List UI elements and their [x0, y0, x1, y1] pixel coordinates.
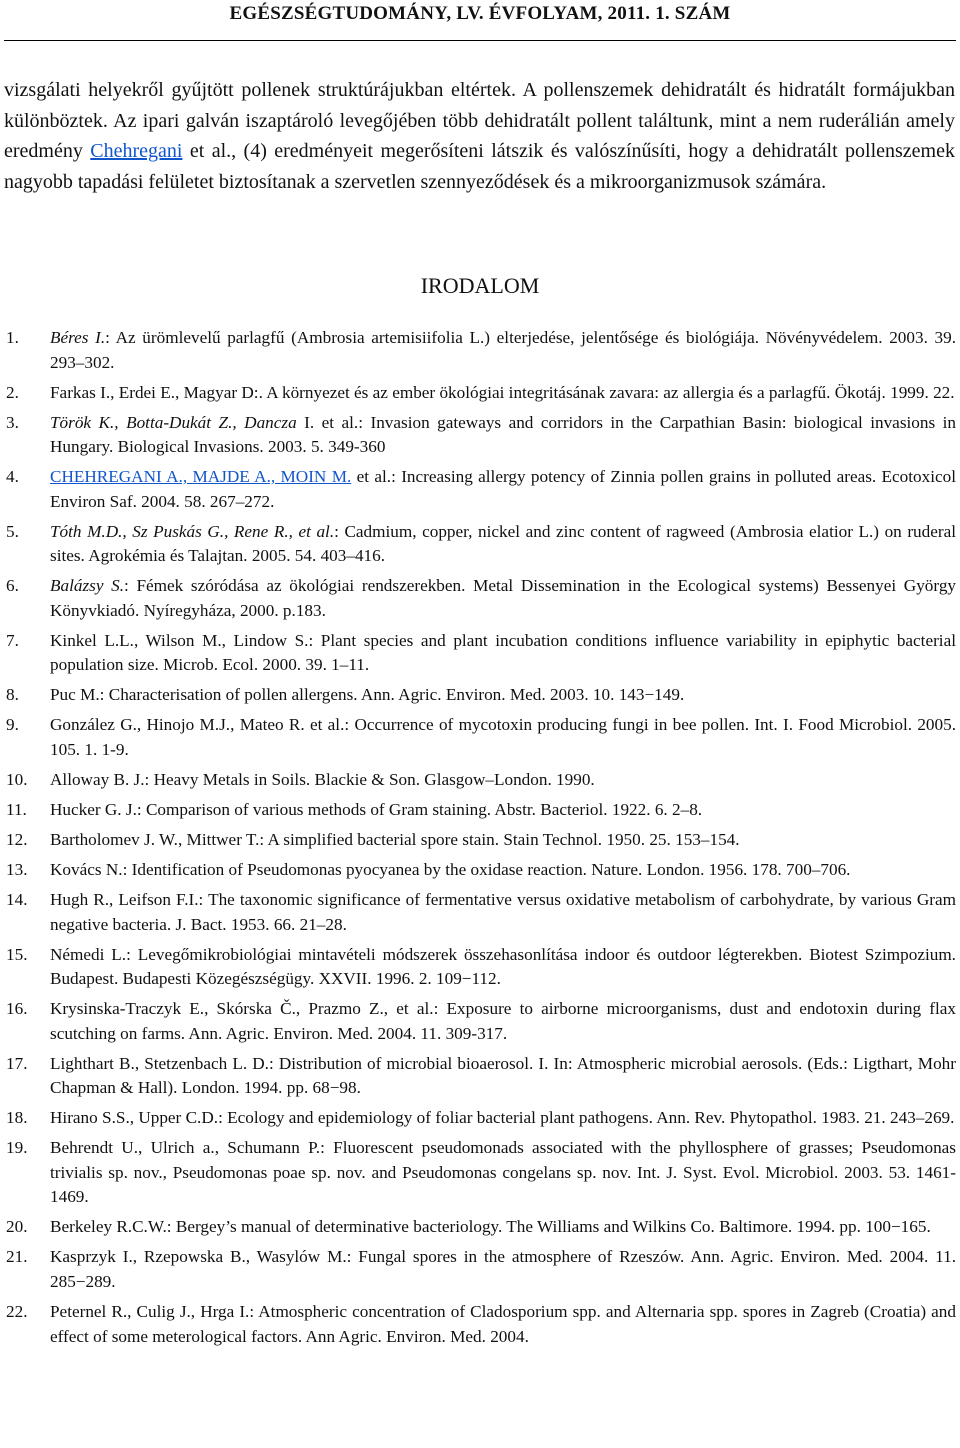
- reference-text: [50, 828, 956, 853]
- reference-citation: : Bergey’s manual of determinative bacteriology. The Williams and Wilkins Co. Baltimore. 1994. pp. 100−165.: [166, 1217, 931, 1237]
- reference-citation: : Atmospheric concentration of Cladosporium spp. and Alternaria spp. spores in Zagreb (Croatia) and effect of some meterological factors. Ann Agric. Environ. Med. 2004.: [50, 1301, 956, 1346]
- reference-text: [50, 1215, 956, 1240]
- reference-item: [6, 943, 956, 992]
- reference-text: [50, 1245, 956, 1294]
- reference-number: 21.: [6, 1247, 28, 1267]
- reference-authors: Peternel R., Culig J., Hrga I.: [50, 1301, 250, 1321]
- reference-number: 8.: [6, 685, 19, 705]
- reference-authors: Farkas I., Erdei E., Magyar D:: [50, 382, 259, 402]
- reference-text: [50, 1052, 956, 1101]
- reference-text: [50, 1106, 956, 1131]
- reference-authors: Tóth M.D., Sz Puskás G., Rene R., et al.: [50, 521, 335, 541]
- reference-number: 16.: [6, 999, 28, 1019]
- section-title: IRODALOM: [420, 273, 540, 298]
- running-header: EGÉSZSÉGTUDOMÁNY, LV. ÉVFOLYAM, 2011. 1. SZÁM: [229, 3, 731, 24]
- reference-number: 14.: [6, 889, 28, 909]
- reference-number: 1.: [6, 328, 19, 347]
- reference-citation: : Distribution of microbial bioaerosol. I. In: Atmospheric microbial aerosols. (Eds.: Ligthart, Mohr Chapman & Hall). London. 1994. pp. 68−98.: [50, 1053, 956, 1098]
- header-rule: [4, 40, 956, 41]
- reference-text: [50, 411, 956, 460]
- reference-number: 13.: [6, 859, 28, 879]
- reference-citation: : Levegőmikrobiológiai mintavételi módszerek összehasonlítása indoor és outdoor légterekben. Biotest Szimpozium. Budapest. Budapesti Közegészségügy. XXVII. 1996. 2. 109−112.: [50, 944, 956, 989]
- reference-authors: Hirano S.S., Upper C.D.: [50, 1108, 219, 1128]
- reference-item: [6, 381, 956, 406]
- reference-item: [6, 1215, 956, 1240]
- reference-text: [50, 381, 956, 406]
- reference-item: [6, 828, 956, 853]
- reference-item: [6, 520, 956, 569]
- reference-text: [50, 713, 956, 762]
- reference-number: 12.: [6, 829, 28, 849]
- reference-authors: Krysinska-Traczyk E., Skórska Č., Prazmo Z., et al.: [50, 999, 434, 1019]
- reference-item: [6, 1106, 956, 1131]
- reference-number: 9.: [6, 715, 19, 735]
- reference-text: [50, 888, 956, 937]
- chehregani-link[interactable]: Chehregani: [90, 140, 183, 162]
- reference-item: [6, 1136, 956, 1210]
- reference-citation: . A környezet és az ember ökológiai integritásának zavara: az allergia és a parlagfű. Ökotáj. 1999. 22.: [258, 382, 955, 402]
- reference-number: 5.: [6, 521, 19, 541]
- reference-number: 17.: [6, 1053, 28, 1073]
- reference-authors: Lighthart B., Stetzenbach L. D.: [50, 1053, 269, 1073]
- reference-number: 18.: [6, 1108, 28, 1128]
- reference-item: [6, 858, 956, 883]
- reference-item: [6, 683, 956, 708]
- reference-authors: Hugh R., Leifson F.I.: [50, 889, 199, 909]
- reference-item: [6, 997, 956, 1046]
- reference-text: [50, 629, 956, 678]
- intro-text-start: vizsgálati helyekről gyűjtött pollenek struktúrájukban eltértek. A pollenszemek dehidratált és hidratált formájukban különböztek. Az ipari galván iszaptároló levegőjében több dehidratált pollent találtunk, mint a nem ruderálián amely eredmény: [4, 79, 955, 162]
- reference-text: [50, 943, 956, 992]
- reference-authors: Berkeley R.C.W.: [50, 1217, 167, 1237]
- reference-text: [50, 858, 956, 883]
- reference-authors-link[interactable]: CHEHREGANI A., MAJDE A., MOIN M.: [50, 467, 352, 487]
- reference-authors: Török K., Botta-Dukát Z., Dancza: [50, 412, 297, 432]
- reference-citation: : Exposure to airborne microorganisms, dust and endotoxin during flax scutching on farms. Ann. Agric. Environ. Med. 2004. 11. 309-317.: [50, 999, 956, 1043]
- reference-text: [50, 326, 956, 375]
- reference-item: [6, 574, 956, 623]
- reference-authors: Kasprzyk I., Rzepowska B., Wasylów M.: [50, 1247, 347, 1267]
- reference-citation: : Az ürömlevelű parlagfű (Ambrosia artemisiifolia L.) elterjedése, jelentősége és biológiája. Növényvédelem. 2003. 39. 293–302.: [50, 328, 956, 372]
- reference-citation: : Identification of Pseudomonas pyocyanea by the oxidase reaction. Nature. London. 1956. 178. 700–706.: [122, 859, 851, 879]
- reference-citation: et al.: Increasing allergy potency of Zinnia pollen grains in polluted areas. Ecotoxicol Environ Saf. 2004. 58. 267–272.: [50, 467, 956, 511]
- reference-citation: : Ecology and epidemiology of foliar bacterial plant pathogens. Ann. Rev. Phytopathol. 1983. 21. 243–269.: [218, 1108, 955, 1128]
- reference-text: [50, 768, 956, 793]
- reference-authors: Behrendt U., Ulrich a., Schumann P.: [50, 1138, 321, 1158]
- reference-text: [50, 997, 956, 1046]
- reference-citation: : The taxonomic significance of fermentative versus oxidative metabolism of carbohydrate, by various Gram negative bacteria. J. Bact. 1953. 66. 21–28.: [50, 889, 956, 934]
- reference-authors: Némedi L.: [50, 944, 127, 964]
- reference-citation: : Heavy Metals in Soils. Blackie & Son. Glasgow–London. 1990.: [144, 770, 595, 790]
- reference-text: [50, 683, 956, 708]
- reference-authors: Hucker G. J.: [50, 800, 137, 819]
- reference-citation: : Fungal spores in the atmosphere of Rzeszów. Ann. Agric. Environ. Med. 2004. 11. 285−289.: [50, 1247, 956, 1291]
- reference-citation: : Fémek szóródása az ökológiai rendszerekben. Metal Dissemination in the Ecological systems) Bessenyei György Könyvkiadó. Nyíregyháza, 2000. p.183.: [50, 576, 957, 620]
- reference-citation: : Plant species and plant incubation conditions influence variability in epiphytic bacterial population size. Microb. Ecol. 2000. 39. 1–11.: [50, 630, 956, 675]
- reference-citation: : Occurrence of mycotoxin producing fungi in bee pollen. Int. I. Food Microbiol. 2005. 105. 1. 1-9.: [50, 715, 956, 760]
- reference-item: [6, 1052, 956, 1101]
- reference-number: 6.: [6, 576, 19, 596]
- reference-number: 10.: [6, 770, 28, 790]
- reference-authors: Béres I.: [50, 328, 106, 347]
- reference-item: [6, 411, 956, 460]
- reference-item: [6, 1300, 956, 1349]
- reference-number: 4.: [6, 467, 19, 487]
- reference-text: [50, 520, 956, 569]
- reference-item: [6, 465, 956, 514]
- reference-citation: : Comparison of various methods of Gram staining. Abstr. Bacteriol. 1922. 6. 2–8.: [136, 800, 703, 819]
- reference-number: 15.: [6, 944, 28, 964]
- reference-item: [6, 629, 956, 678]
- intro-text-end: et al., (4) eredményeit megerősíteni látszik és valószínűsíti, hogy a dehidratált pollenszemek nagyobb tapadási felületet biztosítanak a szervetlen szennyeződések és a mikroorganizmusok számára.: [4, 140, 955, 193]
- reference-authors: Bartholomev J. W., Mittwer T.: [50, 829, 260, 849]
- reference-item: [6, 888, 956, 937]
- reference-number: 19.: [6, 1138, 28, 1158]
- reference-citation: I. et al.: Invasion gateways and corridors in the Carpathian Basin: biological invasions in Hungary. Biological Invasions. 2003. 5. 349-360: [50, 412, 957, 457]
- reference-text: [50, 574, 956, 623]
- reference-citation: : Fluorescent pseudomonads associated with the phyllosphere of grasses; Pseudomonas trivialis sp. nov., Pseudomonas poae sp. nov. and Pseudomonas congelans sp. nov. Int. J. Syst. Evol. Microbiol. 2003. 53. 1461-1469.: [50, 1138, 956, 1207]
- reference-authors: González G., Hinojo M.J., Mateo R. et al.: [50, 715, 345, 735]
- reference-text: [50, 1136, 956, 1210]
- reference-number: 7.: [6, 630, 19, 650]
- reference-item: [6, 1245, 956, 1294]
- reference-authors: Balázsy S.: [50, 576, 125, 596]
- reference-authors: Kovács N.: [50, 859, 123, 879]
- intro-paragraph: [4, 75, 955, 197]
- reference-text: [50, 1300, 956, 1349]
- reference-item: [6, 326, 956, 375]
- reference-authors: Kinkel L.L., Wilson M., Lindow S.: [50, 630, 309, 650]
- reference-item: [6, 798, 956, 823]
- reference-item: [6, 713, 956, 762]
- reference-number: 3.: [6, 412, 19, 432]
- reference-citation: : A simplified bacterial spore stain. Stain Technol. 1950. 25. 153–154.: [259, 829, 740, 849]
- reference-number: 11.: [6, 800, 27, 819]
- reference-authors: Alloway B. J.: [50, 770, 145, 790]
- reference-citation: : Cadmium, copper, nickel and zinc content of ragweed (Ambrosia elatior L.) on ruderal sites. Agrokémia és Talajtan. 2005. 54. 403–416.: [50, 521, 956, 566]
- reference-text: [50, 465, 956, 514]
- reference-list: [6, 326, 956, 1355]
- reference-number: 22.: [6, 1301, 28, 1321]
- reference-number: 2.: [6, 382, 19, 402]
- reference-authors: Puc M.: [50, 685, 100, 705]
- reference-number: 20.: [6, 1217, 28, 1237]
- reference-item: [6, 768, 956, 793]
- reference-text: [50, 798, 956, 823]
- reference-citation: : Characterisation of pollen allergens. Ann. Agric. Environ. Med. 2003. 10. 143−149.: [99, 685, 685, 705]
